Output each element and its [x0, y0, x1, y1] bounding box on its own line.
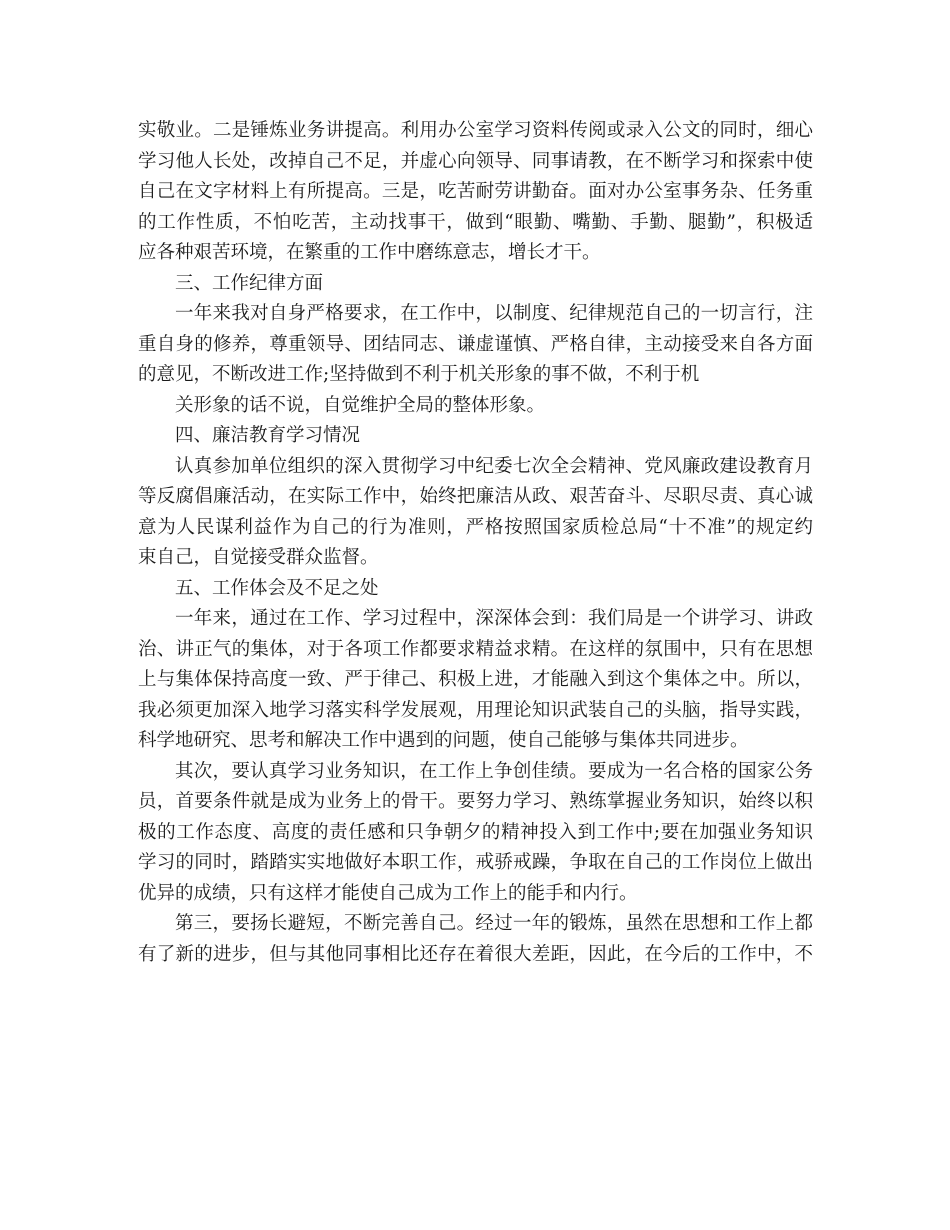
text-line: 应各种艰苦环境，在繁重的工作中磨练意志，增长才干。 — [138, 242, 601, 263]
section-heading: 四、廉洁教育学习情况 — [175, 425, 361, 446]
text-line: 第三，要扬长避短，不断完善自己。经过一年的锻炼，虽然在思想和工作上都 — [175, 913, 813, 934]
document-body — [138, 116, 813, 970]
paragraph — [138, 391, 813, 422]
paragraph — [138, 299, 813, 391]
paragraph — [138, 909, 813, 970]
text-line: 自己在文字材料上有所提高。三是，吃苦耐劳讲勤奋。面对办公室事务杂、任务重 — [138, 181, 813, 202]
text-line: 其次，要认真学习业务知识，在工作上争创佳绩。要成为一名合格的国家公务 — [175, 760, 813, 782]
text-line: 重自身的修养，尊重领导、团结同志、谦虚谨慎、严格自律，主动接受来自各方面 — [138, 333, 813, 355]
text-line: 的工作性质，不怕吃苦，主动找事干，做到“眼勤、嘴勤、手勤、腿勤”，积极适 — [138, 211, 813, 233]
text-line: 有了新的进步，但与其他同事相比还存在着很大差距，因此，在今后的工作中，不 — [138, 943, 813, 965]
paragraph — [138, 604, 813, 757]
paragraph — [138, 116, 813, 269]
paragraph — [138, 452, 813, 574]
text-line: 的意见，不断改进工作;坚持做到不利于机关形象的事不做，不利于机 — [138, 364, 700, 385]
text-line: 我必须更加深入地学习落实科学发展观，用理论知识武装自己的头脑，指导实践， — [138, 699, 813, 721]
text-line: 治、讲正气的集体，对于各项工作都要求精益求精。在这样的氛围中，只有在思想 — [138, 638, 813, 660]
paragraph — [138, 757, 813, 910]
text-line: 等反腐倡廉活动，在实际工作中，始终把廉洁从政、艰苦奋斗、尽职尽责、真心诚 — [138, 486, 813, 507]
text-line: 优异的成绩，只有这样才能使自己成为工作上的能手和内行。 — [138, 882, 638, 904]
text-line: 实敬业。二是锤炼业务讲提高。利用办公室学习资料传阅或录入公文的同时，细心 — [138, 120, 813, 141]
text-line: 上与集体保持高度一致、严于律己、积极上进，才能融入到这个集体之中。所以， — [138, 669, 813, 690]
text-line: 学习的同时，踏踏实实地做好本职工作，戒骄戒躁，争取在自己的工作岗位上做出 — [138, 852, 813, 873]
text-line: 学习他人长处，改掉自己不足，并虚心向领导、同事请教，在不断学习和探索中使 — [138, 150, 813, 172]
text-line: 关形象的话不说，自觉维护全局的整体形象。 — [175, 394, 546, 416]
text-line: 极的工作态度、高度的责任感和只争朝夕的精神投入到工作中;要在加强业务知识 — [138, 821, 813, 843]
section-heading: 三、工作纪律方面 — [175, 272, 324, 294]
section-heading: 五、工作体会及不足之处 — [175, 577, 379, 599]
text-line: 束自己，自觉接受群众监督。 — [138, 547, 379, 568]
text-line: 意为人民谋利益作为自己的行为准则，严格按照国家质检总局“十不准”的规定约 — [138, 516, 813, 538]
text-line: 员，首要条件就是成为业务上的骨干。要努力学习、熟练掌握业务知识，始终以积 — [138, 791, 813, 812]
text-line: 一年来我对自身严格要求，在工作中，以制度、纪律规范自己的一切言行，注 — [175, 303, 813, 324]
text-line: 认真参加单位组织的深入贯彻学习中纪委七次全会精神、党风廉政建设教育月 — [175, 455, 813, 477]
text-line: 科学地研究、思考和解决工作中遇到的问题，使自己能够与集体共同进步。 — [138, 730, 749, 751]
text-line: 一年来，通过在工作、学习过程中，深深体会到：我们局是一个讲学习、讲政 — [175, 608, 813, 629]
